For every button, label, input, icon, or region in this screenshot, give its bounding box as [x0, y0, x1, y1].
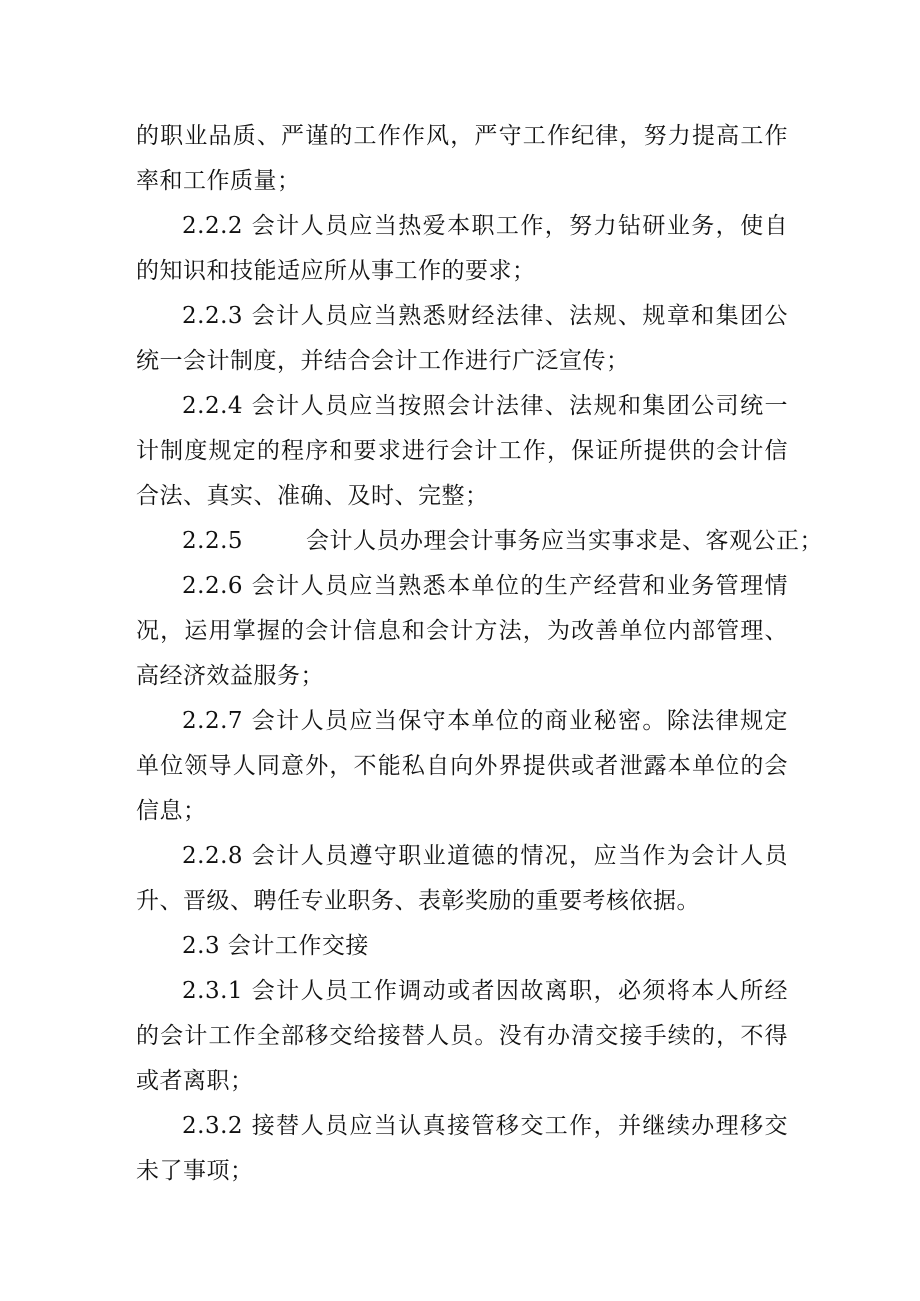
- clause-2-2-4: 2.2.4 会计人员应当按照会计法律、法规和集团公司统一: [182, 393, 788, 419]
- clause-2-2-2: 2.2.2 会计人员应当热爱本职工作，努力钻研业务，使自: [182, 213, 788, 239]
- text-line: 未了事项；: [136, 1158, 254, 1184]
- text-line: 的职业品质、严谨的工作作风，严守工作纪律，努力提高工作: [136, 123, 788, 149]
- text-line: 率和工作质量；: [136, 168, 301, 194]
- text-line: 的会计工作全部移交给接替人员。没有办清交接手续的，不得: [136, 1023, 788, 1049]
- text-line: 单位领导人同意外，不能私自向外界提供或者泄露本单位的会: [136, 753, 788, 779]
- clause-2-2-3: 2.2.3 会计人员应当熟悉财经法律、法规、规章和集团公: [182, 303, 788, 329]
- text-line: 况，运用掌握的会计信息和会计方法，为改善单位内部管理、: [136, 618, 788, 644]
- clause-2-2-5-number: 2.2.5: [182, 528, 244, 554]
- clause-2-2-8: 2.2.8 会计人员遵守职业道德的情况，应当作为会计人员: [182, 843, 788, 869]
- text-line: 信息；: [136, 798, 207, 824]
- text-line: 升、晋级、聘任专业职务、表彰奖励的重要考核依据。: [136, 888, 700, 914]
- clause-2-2-7: 2.2.7 会计人员应当保守本单位的商业秘密。除法律规定: [182, 708, 788, 734]
- text-line: 统一会计制度，并结合会计工作进行广泛宣传；: [136, 348, 630, 374]
- clause-2-3-2: 2.3.2 接替人员应当认真接管移交工作，并继续办理移交: [182, 1113, 788, 1139]
- text-line: 的知识和技能适应所从事工作的要求；: [136, 258, 536, 284]
- text-line: 计制度规定的程序和要求进行会计工作，保证所提供的会计信: [136, 438, 788, 464]
- text-line: 或者离职；: [136, 1068, 254, 1094]
- clause-2-2-5-text: 会计人员办理会计事务应当实事求是、客观公正；: [306, 528, 823, 554]
- text-line: 合法、真实、准确、及时、完整；: [136, 483, 489, 509]
- section-heading-2-3: 2.3 会计工作交接: [182, 933, 369, 959]
- text-line: 高经济效益服务；: [136, 663, 324, 689]
- clause-2-3-1: 2.3.1 会计人员工作调动或者因故离职，必须将本人所经: [182, 978, 788, 1004]
- clause-2-2-6: 2.2.6 会计人员应当熟悉本单位的生产经营和业务管理情: [182, 573, 788, 599]
